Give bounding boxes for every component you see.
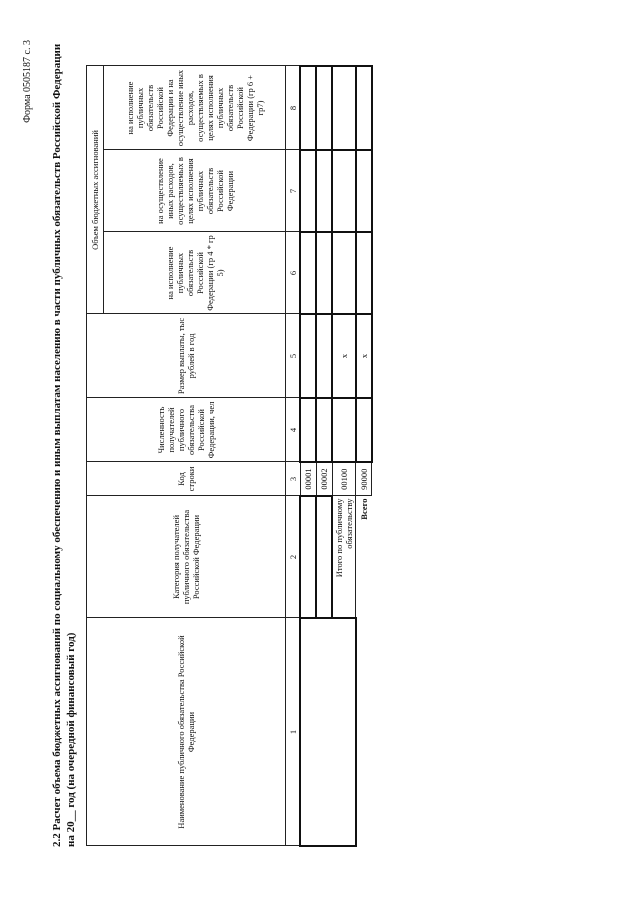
subtotal-label: Итого по публичному обязательству	[332, 496, 356, 618]
col-number: 3	[286, 462, 301, 496]
header-public-obligations: на исполнение публичных обязательств Российской Федерации (гр 4 * гр 5)	[104, 232, 286, 314]
count-cell[interactable]	[332, 398, 356, 462]
obligation-name-cell[interactable]	[300, 618, 356, 846]
payment-x: x	[356, 314, 372, 398]
heading-line-1: 2.2 Расчет объема бюджетных ассигнований по социальному обеспечению и иным выплатам населению в части публичных обязательств Российской Федерации	[51, 43, 63, 847]
value-cell[interactable]	[316, 66, 332, 150]
col-number: 1	[286, 618, 301, 846]
total-row	[356, 66, 372, 846]
category-cell[interactable]	[300, 496, 316, 618]
heading-line-2: на 20__ год (на очередной финансовый год)	[65, 632, 77, 847]
header-row-code: Код строки	[87, 462, 286, 496]
row-code: 00100	[332, 462, 356, 496]
payment-cell[interactable]	[316, 314, 332, 398]
count-cell[interactable]	[356, 398, 372, 462]
header-payment-size: Размер выплаты, тыс рублей в год	[87, 314, 286, 398]
value-cell[interactable]	[356, 66, 372, 150]
row-code: 00002	[316, 462, 332, 496]
header-combined-total: на исполнение публичных обязательств Российской Федерации и на осуществление иных расходов, осуществляемых в целях исполнения публичных обязательств Российской Федерации (гр 6 + гр7)	[104, 66, 286, 150]
count-cell[interactable]	[316, 398, 332, 462]
section-heading	[50, 27, 78, 847]
payment-x: x	[332, 314, 356, 398]
header-allocation-group: Объем бюджетных ассигнований	[87, 66, 104, 314]
col-number: 5	[286, 314, 301, 398]
col-number: 7	[286, 150, 301, 232]
value-cell[interactable]	[332, 232, 356, 314]
allocation-table	[86, 65, 373, 847]
value-cell[interactable]	[316, 150, 332, 232]
table-row	[300, 66, 316, 846]
header-obligation-name: Наименование публичного обязательства Российской Федерации	[87, 618, 286, 846]
col-number: 2	[286, 496, 301, 618]
category-cell[interactable]	[316, 496, 332, 618]
value-cell[interactable]	[300, 66, 316, 150]
col-number: 4	[286, 398, 301, 462]
value-cell[interactable]	[332, 66, 356, 150]
row-code: 00001	[300, 462, 316, 496]
value-cell[interactable]	[316, 232, 332, 314]
count-cell[interactable]	[300, 398, 316, 462]
row-code: 90000	[356, 462, 372, 496]
value-cell[interactable]	[300, 232, 316, 314]
header-other-expenses: на осуществление иных расходов, осуществляемых в целях исполнения публичных обязательств Российской Федерации	[104, 150, 286, 232]
header-recipient-category: Категория получателей публичного обязательства Российской Федерации	[87, 496, 286, 618]
payment-cell[interactable]	[300, 314, 316, 398]
total-label: Всего	[358, 498, 369, 520]
value-cell[interactable]	[356, 232, 372, 314]
value-cell[interactable]	[300, 150, 316, 232]
header-recipient-count: Численность получателей публичного обязательства Российской Федерации, чел	[87, 398, 286, 462]
value-cell[interactable]	[332, 150, 356, 232]
form-code: Форма 0505187 с. 3	[22, 40, 33, 123]
value-cell[interactable]	[356, 150, 372, 232]
col-number: 6	[286, 232, 301, 314]
col-number: 8	[286, 66, 301, 150]
